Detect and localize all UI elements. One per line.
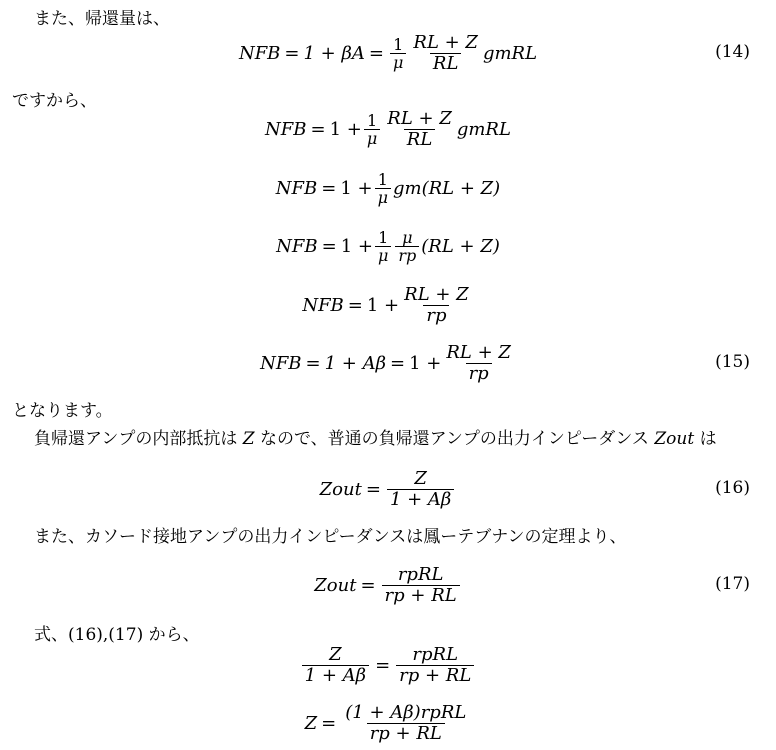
eq16-lhs: Zout [319,478,362,500]
line4-fraction: $\frac{RL + Z}{rp}$ [404,283,469,326]
paragraph-4-var-z: Z [242,429,255,449]
eq17-lhs: Zout [314,574,357,596]
eq14-lhs: NFB [238,42,281,64]
line4-lhs: NFB [302,294,344,316]
line1-one-plus: 1 + [329,118,362,140]
eq14-tail: gmRL [482,42,538,64]
equation-16: Zout = $\frac{Z}{1 + A\beta}$ (16) [319,467,750,510]
line1-fraction-2: $\frac{RL + Z}{RL}$ [387,107,452,150]
paragraph-5 [0,526,776,548]
line1-tail: gmRL [456,118,511,140]
paragraph-3-text: となります。 [12,401,113,421]
derivation-line-3: NFB = 1 + $\frac{1}{\mu}$ $\frac{\mu}{rp}$ (RL + Z) [276,227,500,265]
eq19-fraction: $\frac{\text{(1 + Aβ)rpRL}}{rp + RL}$ [345,701,467,744]
equation-19: Z = $\frac{\text{(1 + Aβ)rpRL}}{rp + RL}$ [0,700,776,746]
paragraph-4 [0,428,776,450]
paragraph-5-text: また、カソード接地アンプの出力インピーダンスは鳳ーテブナンの定理より、 [34,527,627,547]
line2-fraction: $\frac{1}{\mu}$ [375,171,391,206]
paragraph-4-text-a: 負帰還アンプの内部抵抗は [34,429,238,449]
line2-tail: gm(RL + Z) [393,177,501,199]
line3-tail: (RL + Z) [421,235,500,257]
eq18-fraction-right: $\frac{\text{rpRL}}{rp + RL}$ [396,645,474,686]
equation-17: Zout = $\frac{\text{rpRL}}{rp + RL}$ (17) [314,563,750,606]
eq15-fraction: $\frac{RL + Z}{rp}$ [446,341,511,384]
paragraph-4-text-b: なので、普通の負帰還アンプの出力インピーダンス [259,429,649,449]
line4-one-plus: 1 + [366,294,400,316]
eq15-one-plus: 1 + [409,352,442,374]
derivation-line-4: NFB = 1 + $\frac{RL + Z}{rp}$ [0,282,776,328]
line3-fraction-2: $\frac{\mu}{rp}$ [395,229,419,264]
equation-15: NFB = 1 + Aβ = 1 + $\frac{RL + Z}{rp}$ (15) [260,341,750,384]
line2-one-plus: 1 + [340,177,373,199]
line1-lhs: NFB [265,118,307,140]
paragraph-6-text: 式、(16),(17) から、 [34,625,200,645]
line2-lhs: NFB [275,177,318,199]
eq17-number: (17) [715,574,750,594]
derivation-line-1: NFB = 1 + $\frac{1}{\mu}$ $\frac{RL + Z}{RL}$ gmRL [265,107,511,150]
eq16-fraction: $\frac{Z}{1 + A\beta}$ [387,469,454,510]
paragraph-1-text: また、帰還量は、 [34,9,170,29]
eq15-mid: 1 + Aβ [324,352,387,374]
paragraph-4-text-c: は [699,429,717,449]
line3-one-plus: 1 + [340,235,373,257]
eq14-rhs1: 1 + βA [303,42,365,64]
eq18-fraction-left: $\frac{Z}{1 + A\beta}$ [302,645,369,686]
eq14-fraction-1: $\frac{1}{\mu}$ [390,36,406,71]
eq16-number: (16) [715,478,750,498]
derivation-line-2: NFB = 1 + $\frac{1}{\mu}$ gm(RL + Z) [275,169,501,207]
line1-fraction-1: $\frac{1}{\mu}$ [364,112,380,147]
eq14-number: (14) [715,42,750,62]
eq15-lhs: NFB [260,352,302,374]
paragraph-3 [0,400,776,422]
line3-fraction-1: $\frac{1}{\mu}$ [375,229,391,264]
eq17-fraction: $\frac{\text{rpRL}}{rp + RL}$ [382,565,460,606]
paragraph-2-text: ですから、 [12,91,97,111]
paragraph-4-var-zout: Zout [654,429,695,449]
eq14-fraction-2: $\frac{RL + Z}{RL}$ [413,31,478,74]
eq19-lhs: Z [304,712,318,734]
equation-18: $\frac{Z}{1 + A\beta}$ = $\frac{\text{rpRL}}{rp + RL}$ [0,642,776,688]
eq15-number: (15) [715,352,750,372]
paragraph-1 [0,8,776,30]
line3-lhs: NFB [276,235,318,257]
equation-14: NFB = 1 + βA = $\frac{1}{\mu}$ $\frac{RL + Z}{RL}$ gmRL (14) [238,31,750,74]
